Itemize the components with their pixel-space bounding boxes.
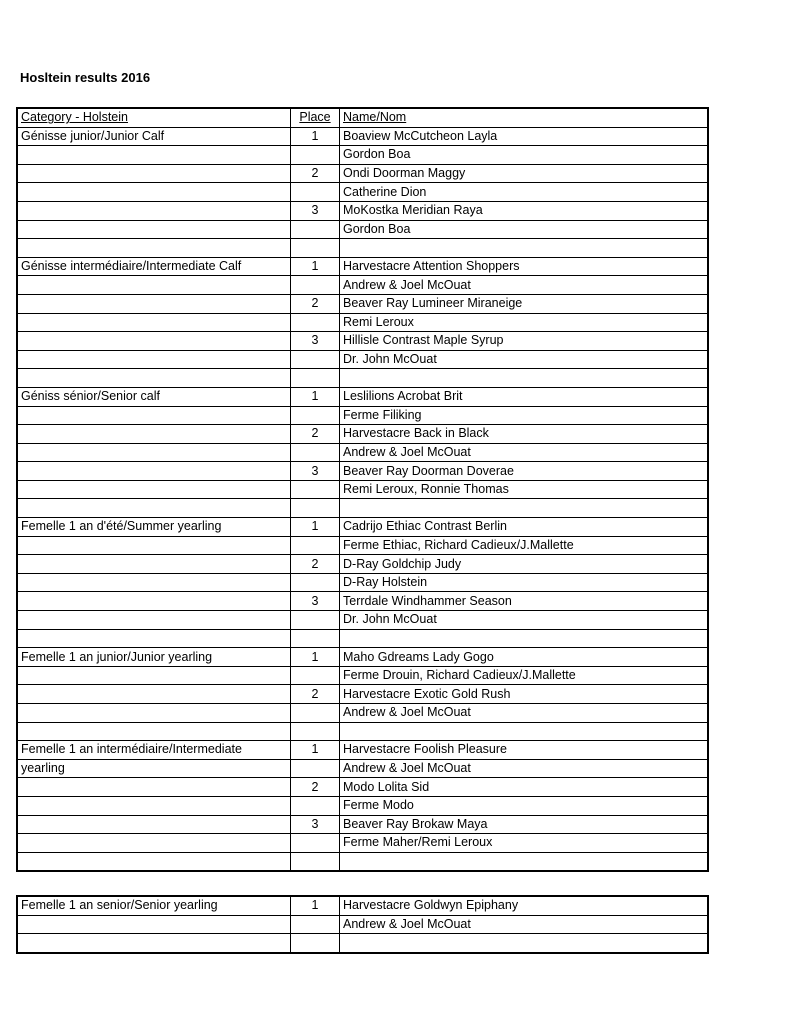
category-cell: Géniss sénior/Senior calf — [17, 387, 291, 406]
table-row — [17, 796, 708, 815]
category-cell: Génisse junior/Junior Calf — [17, 127, 291, 146]
table-row — [17, 183, 708, 202]
place-cell — [291, 369, 340, 388]
name-cell: Catherine Dion — [340, 183, 709, 202]
name-cell: Beaver Ray Doorman Doverae — [340, 462, 709, 481]
name-cell — [340, 369, 709, 388]
table-row — [17, 915, 708, 934]
category-cell — [17, 146, 291, 165]
header-name: Name/Nom — [340, 108, 709, 127]
table-row — [17, 201, 708, 220]
place-cell — [291, 443, 340, 462]
place-cell: 3 — [291, 201, 340, 220]
name-cell: Cadrijo Ethiac Contrast Berlin — [340, 518, 709, 537]
name-cell: Beaver Ray Brokaw Maya — [340, 815, 709, 834]
place-cell — [291, 759, 340, 778]
place-cell: 3 — [291, 815, 340, 834]
table-row — [17, 834, 708, 853]
place-cell — [291, 480, 340, 499]
place-cell: 1 — [291, 387, 340, 406]
name-cell: Andrew & Joel McOuat — [340, 759, 709, 778]
category-cell — [17, 611, 291, 630]
category-cell — [17, 499, 291, 518]
name-cell — [340, 852, 709, 871]
table-row — [17, 896, 708, 915]
name-cell: Terrdale Windhammer Season — [340, 592, 709, 611]
name-cell: Remi Leroux, Ronnie Thomas — [340, 480, 709, 499]
category-cell — [17, 573, 291, 592]
results-table-continued — [16, 895, 709, 954]
name-cell: Gordon Boa — [340, 146, 709, 165]
name-cell: Hillisle Contrast Maple Syrup — [340, 332, 709, 351]
name-cell: Harvestacre Foolish Pleasure — [340, 741, 709, 760]
place-cell — [291, 722, 340, 741]
table-row — [17, 443, 708, 462]
name-cell: Ferme Modo — [340, 796, 709, 815]
name-cell: Ondi Doorman Maggy — [340, 164, 709, 183]
name-cell: Ferme Filiking — [340, 406, 709, 425]
table-row — [17, 592, 708, 611]
header-place: Place — [291, 108, 340, 127]
place-cell: 1 — [291, 127, 340, 146]
name-cell: Beaver Ray Lumineer Miraneige — [340, 294, 709, 313]
place-cell — [291, 499, 340, 518]
table-row — [17, 462, 708, 481]
place-cell — [291, 536, 340, 555]
name-cell: D-Ray Goldchip Judy — [340, 555, 709, 574]
place-cell — [291, 239, 340, 258]
name-cell — [340, 239, 709, 258]
place-cell: 3 — [291, 462, 340, 481]
place-cell: 2 — [291, 294, 340, 313]
category-cell — [17, 201, 291, 220]
table-row — [17, 276, 708, 295]
place-cell — [291, 313, 340, 332]
name-cell: Ferme Maher/Remi Leroux — [340, 834, 709, 853]
table-row — [17, 555, 708, 574]
name-cell: Harvestacre Back in Black — [340, 425, 709, 444]
table-row — [17, 666, 708, 685]
category-cell: yearling — [17, 759, 291, 778]
name-cell: Andrew & Joel McOuat — [340, 704, 709, 723]
category-cell: Femelle 1 an senior/Senior yearling — [17, 896, 291, 915]
page-title: Hosltein results 2016 — [20, 70, 151, 85]
category-cell — [17, 294, 291, 313]
table-row — [17, 648, 708, 667]
place-cell — [291, 183, 340, 202]
category-cell — [17, 834, 291, 853]
table-row — [17, 536, 708, 555]
place-cell: 2 — [291, 555, 340, 574]
name-cell: D-Ray Holstein — [340, 573, 709, 592]
table-row — [17, 127, 708, 146]
place-cell: 2 — [291, 425, 340, 444]
name-cell — [340, 934, 709, 953]
results-table — [16, 107, 709, 872]
place-cell — [291, 934, 340, 953]
category-cell — [17, 915, 291, 934]
category-cell — [17, 350, 291, 369]
place-cell: 2 — [291, 164, 340, 183]
category-cell — [17, 480, 291, 499]
header-category: Category - Holstein — [17, 108, 291, 127]
table-row — [17, 406, 708, 425]
table-row — [17, 611, 708, 630]
category-cell — [17, 934, 291, 953]
table-row — [17, 294, 708, 313]
name-cell: Boaview McCutcheon Layla — [340, 127, 709, 146]
name-cell: Dr. John McOuat — [340, 611, 709, 630]
name-cell: Modo Lolita Sid — [340, 778, 709, 797]
name-cell: Andrew & Joel McOuat — [340, 443, 709, 462]
table-row — [17, 164, 708, 183]
category-cell — [17, 164, 291, 183]
name-cell: Maho Gdreams Lady Gogo — [340, 648, 709, 667]
table-row — [17, 934, 708, 953]
table-row — [17, 815, 708, 834]
category-cell — [17, 443, 291, 462]
table-row — [17, 573, 708, 592]
name-cell: Ferme Drouin, Richard Cadieux/J.Mallette — [340, 666, 709, 685]
table-row — [17, 387, 708, 406]
table-row — [17, 257, 708, 276]
name-cell: Ferme Ethiac, Richard Cadieux/J.Mallette — [340, 536, 709, 555]
place-cell — [291, 666, 340, 685]
category-cell — [17, 592, 291, 611]
category-cell — [17, 852, 291, 871]
category-cell — [17, 666, 291, 685]
table-header-row — [17, 108, 708, 127]
table-row — [17, 741, 708, 760]
category-cell — [17, 796, 291, 815]
place-cell: 2 — [291, 778, 340, 797]
category-cell: Femelle 1 an junior/Junior yearling — [17, 648, 291, 667]
category-cell — [17, 425, 291, 444]
place-cell — [291, 573, 340, 592]
place-cell: 2 — [291, 685, 340, 704]
place-cell: 3 — [291, 592, 340, 611]
place-cell: 3 — [291, 332, 340, 351]
place-cell — [291, 220, 340, 239]
place-cell — [291, 276, 340, 295]
category-cell — [17, 704, 291, 723]
category-cell — [17, 406, 291, 425]
place-cell — [291, 852, 340, 871]
place-cell — [291, 611, 340, 630]
table-row — [17, 722, 708, 741]
category-cell — [17, 276, 291, 295]
table-row — [17, 704, 708, 723]
table-row — [17, 425, 708, 444]
category-cell — [17, 369, 291, 388]
category-cell — [17, 685, 291, 704]
place-cell: 1 — [291, 896, 340, 915]
category-cell — [17, 462, 291, 481]
name-cell: MoKostka Meridian Raya — [340, 201, 709, 220]
category-cell — [17, 722, 291, 741]
category-cell — [17, 778, 291, 797]
category-cell — [17, 313, 291, 332]
place-cell — [291, 915, 340, 934]
place-cell — [291, 406, 340, 425]
category-cell — [17, 536, 291, 555]
category-cell: Génisse intermédiaire/Intermediate Calf — [17, 257, 291, 276]
table-row — [17, 499, 708, 518]
name-cell: Andrew & Joel McOuat — [340, 915, 709, 934]
table-row — [17, 220, 708, 239]
place-cell: 1 — [291, 257, 340, 276]
name-cell: Leslilions Acrobat Brit — [340, 387, 709, 406]
category-cell: Femelle 1 an d'été/Summer yearling — [17, 518, 291, 537]
table-row — [17, 313, 708, 332]
name-cell: Gordon Boa — [340, 220, 709, 239]
place-cell — [291, 629, 340, 648]
place-cell: 1 — [291, 518, 340, 537]
table-row — [17, 146, 708, 165]
table-row — [17, 369, 708, 388]
name-cell — [340, 722, 709, 741]
name-cell — [340, 499, 709, 518]
name-cell: Andrew & Joel McOuat — [340, 276, 709, 295]
category-cell — [17, 555, 291, 574]
table-row — [17, 629, 708, 648]
table-row — [17, 852, 708, 871]
category-cell — [17, 239, 291, 258]
category-cell — [17, 629, 291, 648]
place-cell — [291, 834, 340, 853]
category-cell — [17, 183, 291, 202]
table-row — [17, 480, 708, 499]
name-cell: Harvestacre Attention Shoppers — [340, 257, 709, 276]
table-row — [17, 685, 708, 704]
place-cell — [291, 796, 340, 815]
place-cell: 1 — [291, 648, 340, 667]
table-row — [17, 778, 708, 797]
table-row — [17, 518, 708, 537]
category-cell — [17, 815, 291, 834]
place-cell — [291, 350, 340, 369]
place-cell: 1 — [291, 741, 340, 760]
category-cell: Femelle 1 an intermédiaire/Intermediate — [17, 741, 291, 760]
name-cell: Harvestacre Exotic Gold Rush — [340, 685, 709, 704]
category-cell — [17, 332, 291, 351]
table-row — [17, 332, 708, 351]
place-cell — [291, 146, 340, 165]
name-cell: Dr. John McOuat — [340, 350, 709, 369]
name-cell: Harvestacre Goldwyn Epiphany — [340, 896, 709, 915]
name-cell: Remi Leroux — [340, 313, 709, 332]
table-row — [17, 239, 708, 258]
category-cell — [17, 220, 291, 239]
table-row — [17, 350, 708, 369]
place-cell — [291, 704, 340, 723]
name-cell — [340, 629, 709, 648]
table-row — [17, 759, 708, 778]
